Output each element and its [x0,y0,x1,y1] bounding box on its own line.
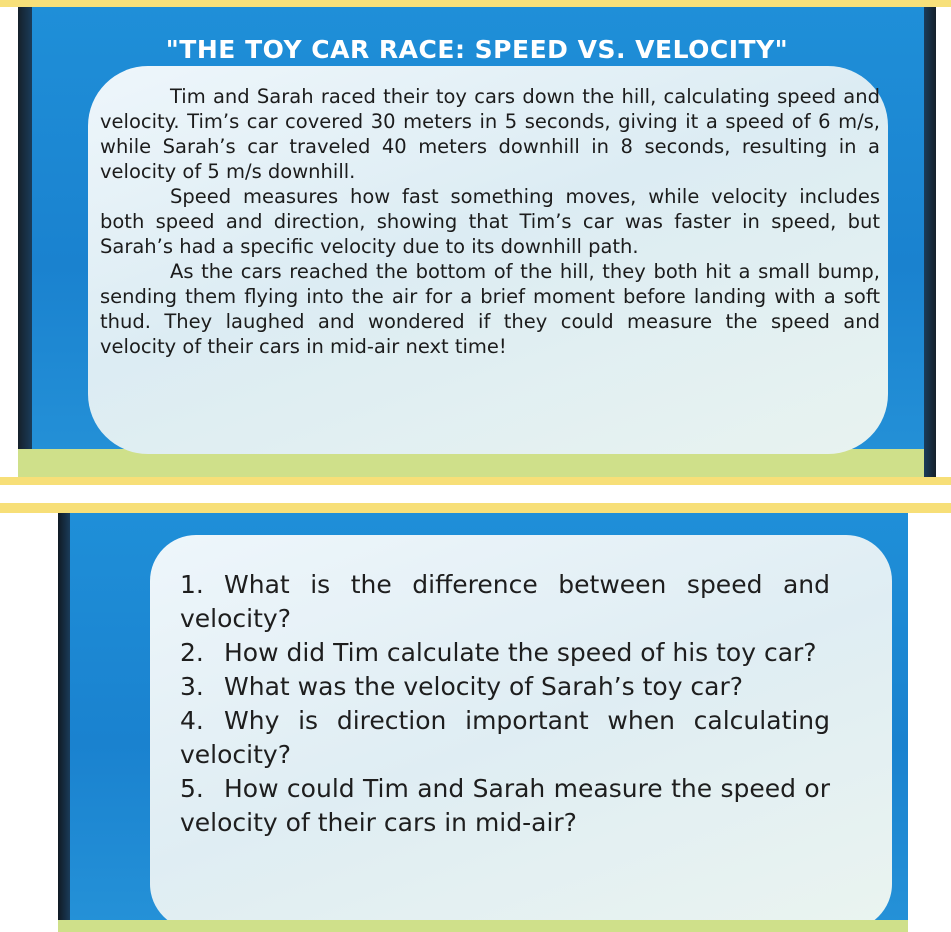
guide-questions-list [180,568,830,840]
question-text: How could Tim and Sarah measure the speed or velocity of their cars in mid-air? [180,774,830,837]
question-item [180,670,830,704]
question-number: 1. [180,570,204,599]
question-number: 2. [180,638,204,667]
question-number: 5. [180,774,204,803]
story-paragraph: Tim and Sarah raced their toy cars down the hill, calculating speed and velocity. Tim’s car covered 30 meters in 5 seconds, giving it a speed of 6 m/s, while Sarah’s car traveled 40 meters downhill in 8 seconds, resulting in a velocity of 5 m/s downhill. [100,85,880,183]
question-text: What is the difference between speed and velocity? [180,570,830,633]
question-text: Why is direction important when calculating velocity? [180,706,830,769]
question-number: 4. [180,706,204,735]
ground-strip [58,920,908,932]
story-paragraph: Speed measures how fast something moves, while velocity includes both speed and direction, showing that Tim’s car was faster in speed, but Sarah’s had a specific velocity due to its downhill path. [100,185,880,258]
question-number: 3. [180,672,204,701]
page-title: "THE TOY CAR RACE: SPEED VS. VELOCITY" [165,35,789,64]
story-paragraph: As the cars reached the bottom of the hill, they both hit a small bump, sending them flying into the air for a brief moment before landing with a soft thud. They laughed and wondered if they could measure the speed and velocity of their cars in mid-air next time! [100,260,880,358]
story-text [100,84,880,359]
middle-yellow-band [0,477,951,513]
question-item [180,704,830,772]
question-item [180,568,830,636]
question-text: What was the velocity of Sarah’s toy car? [224,672,744,701]
question-item [180,772,830,840]
top-yellow-band [0,0,951,7]
question-item [180,636,830,670]
question-text: How did Tim calculate the speed of his toy car? [224,638,817,667]
